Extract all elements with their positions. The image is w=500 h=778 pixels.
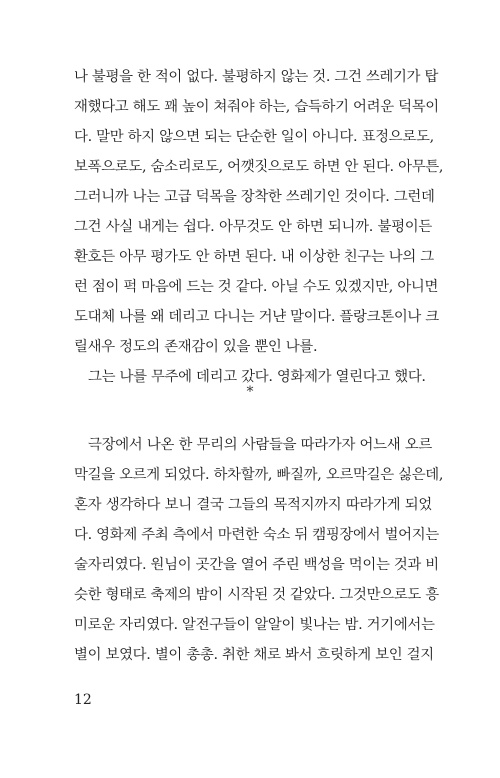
text-line: 미로운 자리였다. 알전구들이 알알이 빛나는 밤. 거기에서는 bbox=[74, 617, 435, 633]
text-line: 혼자 생각하다 보니 결국 그들의 목적지까지 따라가게 되었 bbox=[74, 497, 432, 513]
text-line: 그건 사실 내게는 쉽다. 아무것도 안 하면 되니까. 불평이든 bbox=[74, 219, 432, 235]
section-separator: * bbox=[246, 384, 254, 400]
text-line: 도대체 나를 왜 데리고 다니는 거냔 말이다. 플랑크톤이나 크 bbox=[74, 309, 439, 325]
text-line: 보폭으로도, 숨소리로도, 어깻짓으로도 하면 안 된다. 아무튼, bbox=[74, 159, 444, 175]
text-line: 그는 나를 무주에 데리고 갔다. 영화제가 열린다고 했다. bbox=[88, 369, 426, 385]
text-line: 막길을 오르게 되었다. 하차할까, 빠질까, 오르막길은 싫은데, bbox=[74, 467, 444, 483]
text-line: 나 불평을 한 적이 없다. 불평하지 않는 것. 그건 쓰레기가 탑 bbox=[74, 69, 439, 85]
text-line: 릴새우 정도의 존재감이 있을 뿐인 나를. bbox=[74, 339, 318, 355]
text-line: 별이 보였다. 별이 총총. 취한 채로 봐서 흐릿하게 보인 걸지 bbox=[74, 647, 434, 663]
text-line: 극장에서 나온 한 무리의 사람들을 따라가자 어느새 오르 bbox=[88, 437, 432, 453]
text-line: 술자리였다. 원님이 곳간을 열어 주린 백성을 먹이는 것과 비 bbox=[74, 557, 439, 573]
passage-1 bbox=[74, 62, 444, 392]
text-line: 환호든 아무 평가도 안 하면 된다. 내 이상한 친구는 나의 그 bbox=[74, 249, 434, 265]
text-line: 재했다고 해도 꽤 높이 쳐줘야 하는, 습득하기 어려운 덕목이 bbox=[74, 99, 439, 115]
text-line: 다. 영화제 주최 측에서 마련한 숙소 뒤 캠핑장에서 벌어지는 bbox=[74, 527, 439, 543]
text-line: 런 점이 퍽 마음에 드는 것 같다. 아닐 수도 있겠지만, 아니면 bbox=[74, 279, 439, 295]
passage-2 bbox=[74, 430, 444, 670]
text-line: 다. 말만 하지 않으면 되는 단순한 일이 아니다. 표정으로도, bbox=[74, 129, 434, 145]
text-line: 그러니까 나는 고급 덕목을 장착한 쓰레기인 것이다. 그런데 bbox=[74, 189, 435, 205]
text-line: 슷한 형태로 축제의 밤이 시작된 것 같았다. 그것만으로도 흥 bbox=[74, 587, 439, 603]
page-number: 12 bbox=[74, 692, 92, 708]
